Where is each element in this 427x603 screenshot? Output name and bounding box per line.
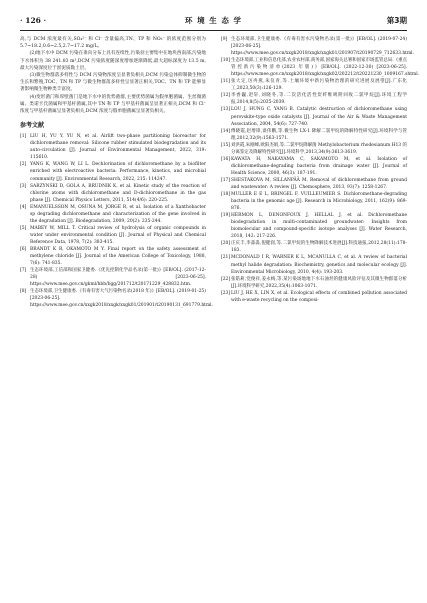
reference-item [221,106,407,127]
reference-number: [7] [20,268,27,274]
reference-number: [15] [221,142,231,148]
right-column [221,36,420,304]
reference-number: [18] [221,192,231,198]
reference-number: [22] [221,276,231,282]
reference-text: 生态环境部,卫生健康委.《有毒有害水污染物名录(第一批)》[EB/OL]. (2019-07-24) [2023-06-25]. https://www.mee.gov.cn/xxgk2018/xxgk/xxgk01/201907/t20190729_712633.html. [231,37,414,57]
reference-item [221,276,407,290]
left-column [20,36,213,309]
reference-number: [21] [221,255,231,261]
reference-number: [20] [221,241,231,247]
reference-item [20,161,206,182]
references-heading: 参考文献 [20,122,45,130]
journal-title: 环 境 生 态 学 [185,16,242,25]
conclusion-paragraph-1: 高,与 DCM 浓度最有关,SO₄²⁻ 和 Cl⁻ 含量偏高,TN、TP 和 NO₃⁻ 的浓度范围分别为 5.7~18.2,0.6~2.5,2.7~17.2 mg/L。 [20,37,206,50]
reference-item [221,92,407,106]
reference-text: LIU H, YU Y, YU N, et al. Airlift two-phase partitioning bioreactor for dichloromethane removal: Silicone rubber stimulated biodegradation and its auto-circulation [J]. Journal of Environmental Management, 2022, 319: 115610. [30,134,206,161]
reference-text: LOU J, HUNG C, YANG B. Catalytic destruction of dichloromethane using perovskite-type oxide catalysts [J]. Journal of the Air & Waste Management Association, 2004, 54(6): 727-740. [231,107,407,127]
reference-number: [16] [221,156,231,162]
reference-number: [14] [221,128,231,134]
reference-number: [1] [20,134,27,140]
reference-item [20,225,206,246]
reference-text: BRANDT K R, OKAMOTO M Y. Final report on the safety assessment of methylene chloride [J]. Journal of the American College of Toxicology, 1988, 7(6): 741-835. [30,246,206,267]
reference-item [20,288,213,309]
reference-text: HERMON L, DENONFOUX J, HELLAL J, et al. Dichloromethane biodegradation in multi-contaminated groundwater: Insights from biomolecular and compound-specific isotope analyses [J]. Water Research, 2018, 142: 217-226. [231,213,407,240]
reference-item [221,191,407,212]
reference-text: EMANUELSSON M, OSUNA M, JORGE R, et al. Isolation of a Xanthobacter sp degrading dichloromethane and characterization of the gene involved in the degradation [J]. Biodegradation, 2009, 20(2): 235-244. [30,204,206,224]
reference-text: MULLER E E L, BRINGEL F, VUILLEUMIER S. Dichloromethane-degrading bacteria in the genomic age [J]. Research in Microbiology, 2011, 162(9): 869-876. [231,192,407,212]
reference-number: [6] [20,246,27,252]
reference-item [221,57,420,78]
reference-number: [11] [221,79,231,85]
reference-text: 生态环境部,工业和信息化部,农业农村部,商务部,国家海关总署和国家市场监管总局.《重点管控新污染物清单(2023 年版)》[EB/OL]. (2022-12-30) [2023-06-25]. https://www.mee.gov.cn/xxgk2018/xxgk/xxgk02/202212/t20221230_1009167.shtml. [231,58,420,78]
reference-item [20,183,206,204]
reference-item [221,142,407,156]
reference-list-right [221,36,420,304]
reference-number: [19] [221,213,231,219]
reference-text: 张皓莉,党俊祥,姜永梅,等.某污染场地地下水石油烃的健康风险评估及其微生物群落分析[J].环境科学研究,2022,35(4):1063-1071. [231,276,407,289]
conclusion-paragraph-4: (4)变形菌门和厚壁菌门是地下水中的优势菌群,主要优势菌属为假单胞菌属、生丝微菌属、类诺卡氏菌属和甲基杆菌属,其中 TN 和 TP 与甲基杆菌属呈显著正相关,DCM 和 Cl⁻ 浓度与甲基杆菌属呈显著负相关,DCM 浓度与假单胞菌属呈显著负相关。 [20,94,206,115]
reference-text: MABEY W, MILL T. Critical review of hydrolysis of organic compounds in water under environmental condition [J]. Journal of Physical and Chemical Reference Data, 1978, 7(2): 383-415. [30,225,206,245]
reference-number: [4] [20,204,27,210]
reference-number: [9] [221,37,228,42]
issue-label: 第3期 [386,16,407,25]
reference-item [221,36,414,57]
reference-number: [8] [20,289,27,295]
reference-item [20,267,206,288]
reference-number: [3] [20,183,27,189]
reference-number: [12] [221,93,231,99]
page-header [20,14,407,30]
header-rule [20,30,407,31]
reference-text: LIU J, HE X, LIN X, et al. Ecological effects of combined pollution associated with e-waste recycling on the composi- [231,290,407,303]
reference-text: KAWATA H, NAKAYAMA C, SAKAMOTO M, et al. Isolation of dichloromethane-degrading bacteria from drainage water [J]. Journal of Health Science, 2000, 46(3): 187-191. [231,156,407,176]
reference-number: [10] [221,58,231,64]
reference-number: [23] [221,290,231,296]
reference-item [221,212,407,240]
conclusion-paragraph-2: (2)地下水中 DCM 污染在垂向分布上具有连续性,污染羽主要集中在地块西南部,污染地下水体积为 38 241.83 m³,DCM 污染浓度随深度增加逐渐降低,最大超标深度为 13.5 m,最大污染深度位于淤泥质黏土层。 [20,51,206,71]
reference-text: SARZYNSKI D, GOLA A, BRUDNIK K, et al. Kinetic study of the reaction of chlorine atoms with dichloromethane and D-dichloromethane in the gas phase [J]. Chemical Physics Letters, 2011, 514(4/6): 220-225. [30,183,206,203]
reference-text: 生态环境部,卫生健康委.《有毒有害大气污染物名录(2018 年)》[EB/OL]. (2019-01-25) [2023-06-25]. https://www.mee.gov.cn/xxgk2018/xxgk/xxgk01/201901/t20190131_691779.html. [30,289,213,309]
reference-item [20,133,206,161]
journal-page [20,14,420,589]
reference-item [221,128,407,142]
reference-item [20,204,206,225]
reference-item [221,78,407,92]
page-number: · 126 · [20,16,47,25]
reference-text: 李香巍,赵轩,刘晓冬,等.二次活化活性炭纤维吸附回收二氯甲烷[J].环境工程学报,2014,8(5):2035-2039. [231,93,407,106]
reference-text: SHESTAKOVA M, SILLANPÄÄ M. Removal of dichloromethane from ground and wastewater: A review [J]. Chemosphere, 2013, 93(7): 1258-1267. [231,177,407,190]
reference-item [221,254,407,275]
reference-text: 傅晓霞,赵增锋,谈伟鹏,等.微生物 LX-1 降解二氯甲烷的降解特性研究[J].环境科学与管理,2012,32(9):1563-1571. [231,128,407,141]
reference-item [20,246,206,267]
reference-item [221,290,407,304]
reference-number: [17] [221,177,231,183]
reference-text: YANG K, WANG W, LI L. Dechlorination of dichloromethane by a biofilter enriched with electroactive bacteria: Performance, kinetics, and microbial community [J]. Environmental Research, 2022, 215: 114247. [30,162,206,182]
reference-number: [5] [20,225,27,231]
reference-text: 刘洪霞,朱刚峰,欧阳杰娟,等.二氯甲烷降解菌 Methylobacterium rhodesianum H13 的分离鉴定及降解特性研究[J].环境科学,2013,34(9):3613-3619. [231,142,407,155]
reference-text: 张大定,厉冉燕,朱仪青,等.土壤环境中新污染物治理的研究进展及展望[J].广东化工,2023,50(3):126-129. [231,79,407,92]
reference-text: MCDONALD I R, WARNER K L, MCANULLA C, et al. A review of bacterial methyl halide degradation: Biochemistry, genetics and molecular ecology [J]. Environmental Microbiology, 2010, 4(4): 193-203. [231,255,407,275]
reference-number: [2] [20,162,27,168]
reference-number: [13] [221,107,231,113]
reference-item [221,177,407,191]
reference-list-left [20,133,213,309]
reference-item [221,240,407,254]
reference-text: 生态环境部,工信部和国家卫健委.《优先控制化学品名录(第一批)》[EB/OL]. (2017-12-28) [2023-06-25]. https://www.mee.gov.cn/gkml/hbb/bgg/201712/t20171229_428832.htm. [30,268,206,288]
reference-item [221,156,407,177]
reference-text: 庄庆丰,李淼淼,倪健润,等.二氯甲烷的生物降解技术进展[J].科技通报,2012,28(11):178-183. [231,241,407,254]
conclusion-paragraph-3: (3)微生物群落多样性与 DCM 污染物浓度呈显著负相关,DCM 污染总体抑制微生物的生长和繁殖,TOC、TN 和 TP 与微生物群落多样性呈显著正相关,TOC、TN 和 TP 能够显著影响微生物种类丰富度。 [20,73,206,93]
